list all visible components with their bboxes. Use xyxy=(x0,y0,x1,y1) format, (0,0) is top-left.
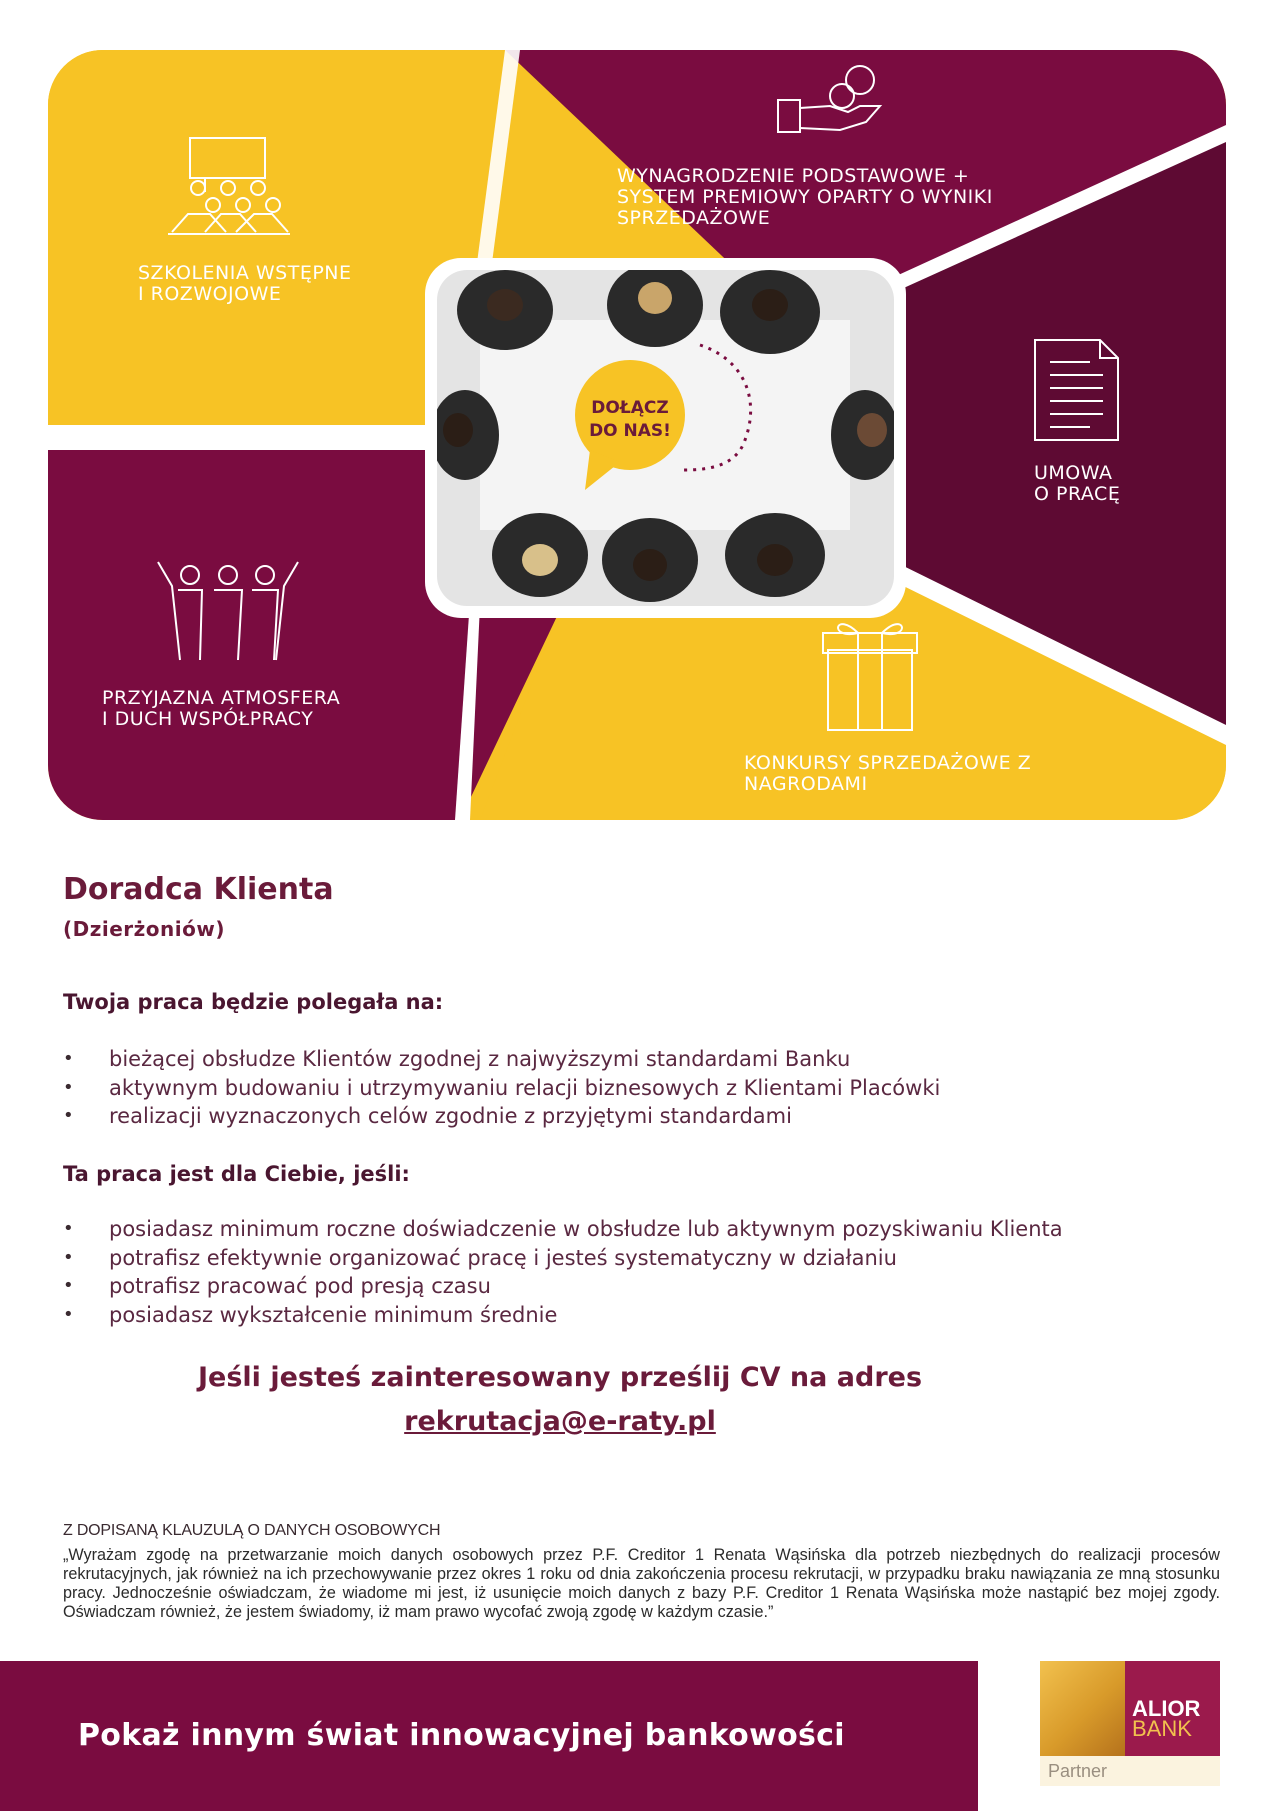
logo-box xyxy=(1040,1661,1220,1756)
requirements-heading: Ta praca jest dla Ciebie, jeśli: xyxy=(63,1162,410,1186)
list-item: • realizacji wyznaczonych celów zgodnie z przyjętymi standardami xyxy=(63,1102,940,1131)
list-item: • potrafisz efektywnie organizować pracę i jesteś systematyczny w działaniu xyxy=(63,1244,1063,1273)
clause-heading: Z DOPISANĄ KLAUZULĄ O DANYCH OSOBOWYCH xyxy=(63,1522,441,1539)
duties-list xyxy=(63,1045,940,1131)
logo-name: ALIOR BANK xyxy=(1132,1696,1201,1741)
list-item: • potrafisz pracować pod presją czasu xyxy=(63,1272,1063,1301)
list-item: • posiadasz wykształcenie minimum średnie xyxy=(63,1301,1063,1330)
recruitment-email-link[interactable]: rekrutacja@e-raty.pl xyxy=(404,1406,716,1437)
benefit-contract: UMOWA O PRACĘ xyxy=(1034,462,1121,505)
position-title: Doradca Klienta xyxy=(63,872,334,907)
footer-slogan: Pokaż innym świat innowacyjnej bankowości xyxy=(78,1718,845,1753)
list-item: • posiadasz minimum roczne doświadczenie w obsłudze lub aktywnym pozyskiwaniu Klienta xyxy=(63,1215,1063,1244)
alior-bank-logo xyxy=(1040,1661,1220,1786)
duties-heading: Twoja praca będzie polegała na: xyxy=(63,990,444,1014)
clause-text: „Wyrażam zgodę na przetwarzanie moich danych osobowych przez P.F. Creditor 1 Renata Wąsińska dla potrzeb niezbędnych do realizacji procesów rekrutacyjnych, jak również na ich przechowywanie przez okres 1 roku od dnia zakończenia procesu rekrutacji, w przypadku braku nawiązania ze mną stosunku pracy. Jednocześnie oświadczam, że wiadome mi jest, iż usunięcie moich danych z bazy P.F. Creditor 1 Renata Wąsińska może nastąpić bez mojej zgody. Oświadczam również, że jestem świadomy, iż mam prawo wycofać zwoją zgodę w każdym czasie.” xyxy=(63,1546,1220,1621)
position-location: (Dzierżoniów) xyxy=(63,917,225,941)
logo-partner-label: Partner xyxy=(1040,1756,1220,1786)
svg-text:DO NAS!: DO NAS! xyxy=(589,421,671,441)
benefit-contests: KONKURSY SPRZEDAŻOWE Z NAGRODAMI xyxy=(744,752,1032,795)
cta-text: Jeśli jesteś zainteresowany prześlij CV na adres xyxy=(197,1362,923,1393)
list-item: • bieżącej obsłudze Klientów zgodnej z najwyższymi standardami Banku xyxy=(63,1045,940,1074)
benefit-atmosphere: PRZYJAZNA ATMOSFERA I DUCH WSPÓŁPRACY xyxy=(102,687,341,730)
requirements-list xyxy=(63,1215,1063,1329)
benefit-training: SZKOLENIA WSTĘPNE I ROZWOJOWE xyxy=(138,262,352,305)
svg-text:DOŁĄCZ: DOŁĄCZ xyxy=(591,398,669,418)
list-item: • aktywnym budowaniu i utrzymywaniu relacji biznesowych z Klientami Placówki xyxy=(63,1074,940,1103)
lion-emblem-icon xyxy=(1040,1661,1125,1756)
benefit-salary: WYNAGRODZENIE PODSTAWOWE + SYSTEM PREMIOWY OPARTY O WYNIKI SPRZEDAŻOWE xyxy=(617,165,993,229)
